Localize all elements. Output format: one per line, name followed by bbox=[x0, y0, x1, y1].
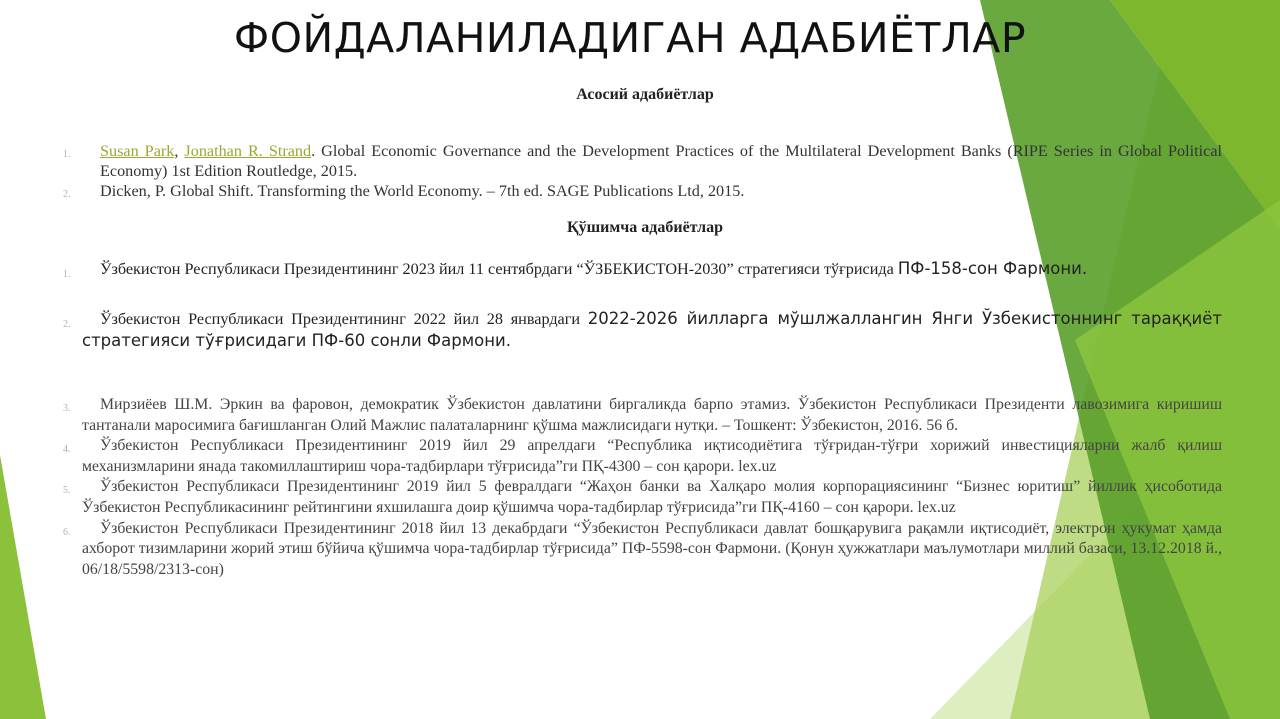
additional-references-bottom bbox=[63, 395, 1222, 580]
reference-number: 3. bbox=[63, 403, 71, 414]
reference-text: Ўзбекистон Республикаси Президентининг 2022 йил 28 январдаги bbox=[100, 310, 588, 328]
reference-number: 5. bbox=[63, 485, 71, 497]
main-references-list bbox=[63, 141, 1222, 201]
additional-literature-heading: Қўшимча адабиётлар bbox=[567, 219, 723, 236]
reference-item bbox=[63, 436, 1222, 477]
decree-name: 2022-2026 йилларга мўшлжаллангин Янги Ўзбекистоннинг тараққиёт стратегияси тўғрисидаги ПФ-60 сонли Фармони. bbox=[82, 309, 1222, 350]
author-separator: , bbox=[174, 142, 185, 160]
reference-text: Мирзиёев Ш.М. Эркин ва фаровон, демократик Ўзбекистон давлатини биргаликда барпо этамиз. Ўзбекистон Республикаси Президенти лавозимига киришиш тантанали маросимига бағишланган Олий Мажлис палаталарнинг қўшма мажлисидаги нутқи. – Тошкент: Ўзбекистон, 2016. 56 б. bbox=[82, 396, 1222, 434]
reference-number: 1. bbox=[63, 269, 71, 280]
author-link-susan-park[interactable]: Susan Park bbox=[100, 142, 175, 160]
main-literature-heading: Асосий адабиётлар bbox=[576, 86, 714, 103]
reference-item bbox=[63, 308, 1222, 352]
decree-name: ПФ-158-сон Фармони. bbox=[897, 259, 1088, 278]
reference-text: . Global Economic Governance and the Development Practices of the Multilateral Development Banks (RIPE Series in Global Political Economy) 1st Edition Routledge, 2015. bbox=[100, 142, 1222, 180]
reference-item bbox=[63, 181, 1222, 201]
reference-number: 2. bbox=[63, 319, 71, 330]
reference-item bbox=[63, 519, 1222, 581]
reference-item bbox=[63, 141, 1222, 181]
reference-number: 4. bbox=[63, 444, 71, 456]
reference-text: Ўзбекистон Республикаси Президентининг 2023 йил 11 сентябрдаги “ЎЗБЕКИСТОН-2030” стратегияси тўғрисида bbox=[100, 260, 898, 278]
additional-references-top bbox=[63, 258, 1222, 352]
reference-text: Dicken, P. Global Shift. Transforming the World Economy. – 7th ed. SAGE Publications Ltd, 2015. bbox=[100, 182, 745, 200]
reference-text: Ўзбекистон Республикаси Президентининг 2018 йил 13 декабрдаги “Ўзбекистон Республикаси давлат бошқарувига рақамли иқтисодиёт, электрон ҳукумат ҳамда ахборот тизимларини жорий этиш бўйича қўшимча чора-тадбирлар тўғрисида” ПФ-5598-сон Фармони. (Қонун ҳужжатлари маълумотлари миллий базаси, 13.12.2018 й., 06/18/5598/2313-сон) bbox=[82, 519, 1222, 578]
reference-item bbox=[63, 258, 1222, 280]
reference-number: 1. bbox=[63, 149, 71, 160]
reference-number: 6. bbox=[63, 526, 71, 538]
reference-item bbox=[63, 477, 1222, 518]
reference-number: 2. bbox=[63, 189, 71, 200]
author-link-jonathan-strand[interactable]: Jonathan R. Strand bbox=[184, 142, 312, 160]
reference-item bbox=[63, 395, 1222, 436]
reference-text: Ўзбекистон Республикаси Президентининг 2019 йил 5 февралдаги “Жаҳон банки ва Халқаро молия корпорациясининг “Бизнес юритиш” йиллик ҳисоботида Ўзбекистон Республикасининг рейтингини яхшилашга доир қўшимча чора-тадбирлар тўғрисида”ги ПҚ-4160 – сон қарори. lex.uz bbox=[82, 478, 1222, 516]
reference-text: Ўзбекистон Республикаси Президентининг 2019 йил 29 апрелдаги “Республика иқтисодиётига тўғридан-тўғри хорижий инвестицияларни жалб қилиш механизмларини янада такомиллаштириш чора-тадбирлари тўғрисида”ги ПҚ-4300 – сон қарори. lex.uz bbox=[82, 437, 1222, 475]
page-title: ФОЙДАЛАНИЛАДИГАН АДАБИЁТЛАР bbox=[233, 14, 1027, 62]
